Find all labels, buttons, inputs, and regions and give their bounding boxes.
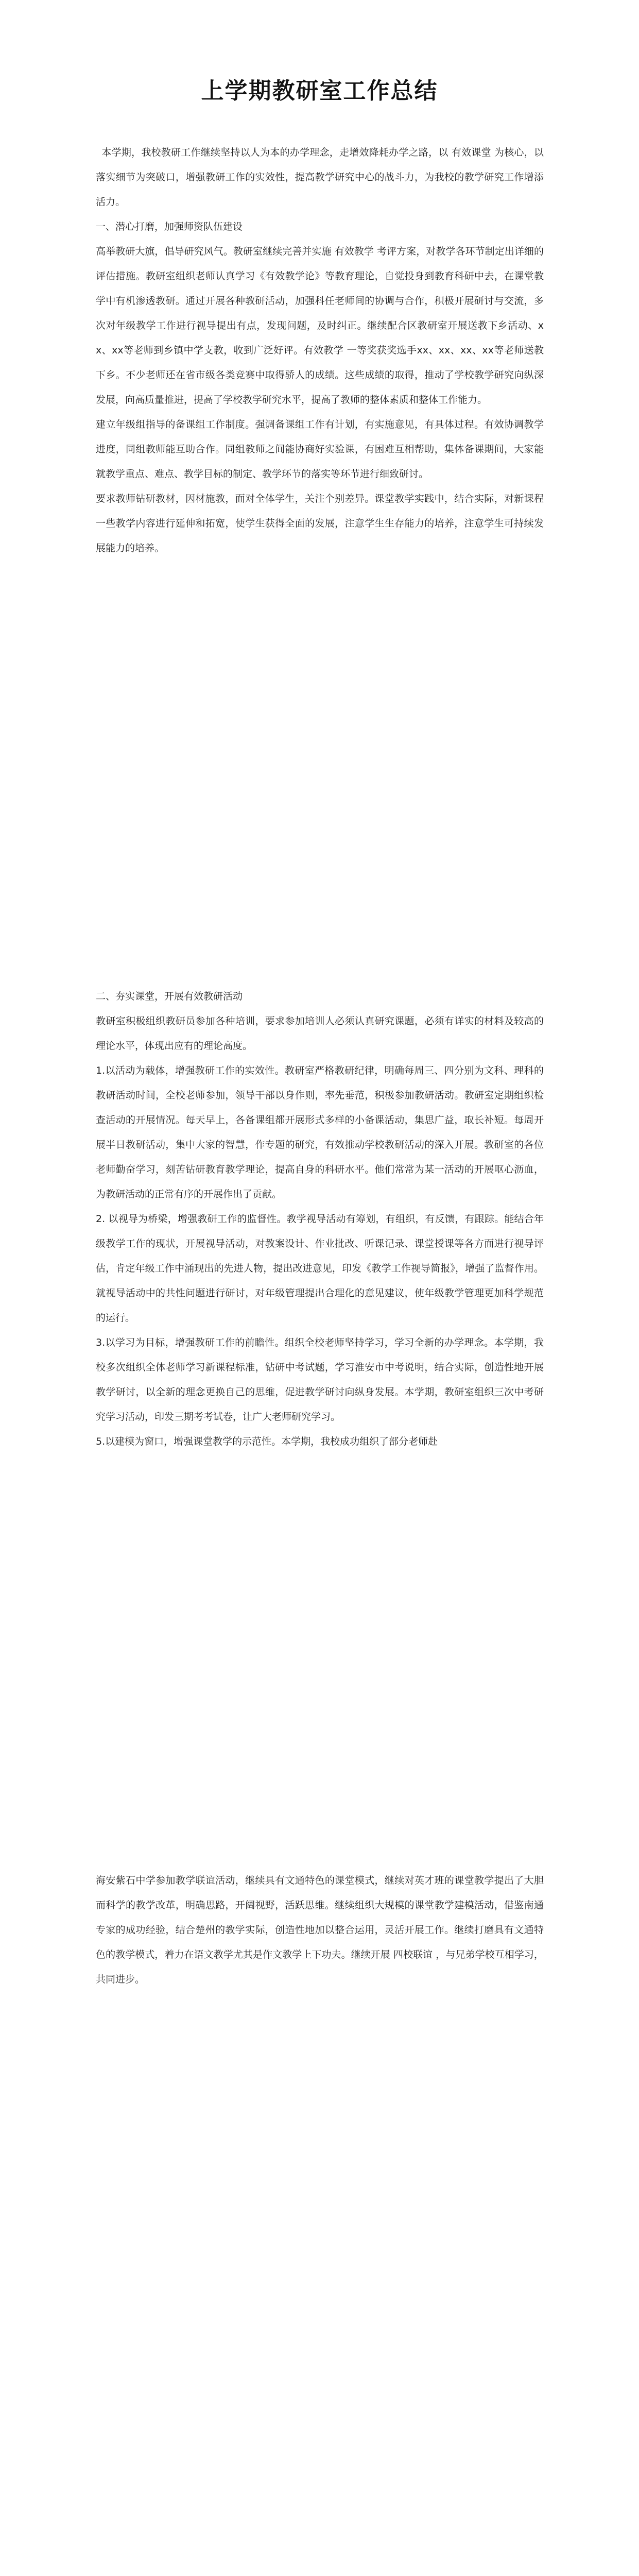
section-2-paragraph-5-continued: 海安紫石中学参加教学联谊活动，继续具有文通特色的课堂模式，继续对英才班的课堂教学提出了大胆而科学的教学改革，明确思路，开阔视野，活跃思维。继续组织大规模的课堂教学建模活动，借鉴南通专家的成功经验，结合楚州的教学实际，创造性地加以整合运用，灵活开展工作。继续打磨具有文通特色的教学模式，着力在语文教学尤其是作文教学上下功夫。继续开展 四校联谊 ，与兄弟学校互相学习，共同进步。 (96, 1875, 544, 1985)
document-title: 上学期教研室工作总结 (201, 78, 438, 104)
section-2-paragraph-1: 教研室积极组织教研员参加各种培训，要求参加培训人必须认真研究课题，必须有详实的材料及较高的理论水平，体现出应有的理论高度。 (96, 1015, 544, 1052)
document-body-part-2 (96, 984, 544, 1454)
section-2-paragraph-3: 2. 以视导为桥梁，增强教研工作的监督性。教学视导活动有筹划，有组织，有反馈，有跟踪。能结合年级教学工作的现状，开展视导活动，对教案设计、作业批改、听课记录、课堂授课等各方面进行视导评估，肯定年级工作中涌现出的先进人物，提出改进意见，印发《教学工作视导简报》，增强了监督作用。就视导活动中的共性问题进行研讨，对年级管理提出合理化的意见建议，使年级教学管理更加科学规范的运行。 (96, 1213, 544, 1324)
section-1-paragraph-3: 要求教师钻研教材，因材施教，面对全体学生，关注个别差异。课堂教学实践中，结合实际，对新课程一些教学内容进行延伸和拓宽，使学生获得全面的发展，注意学生生存能力的培养，注意学生可持续发展能力的培养。 (96, 493, 544, 554)
section-2-paragraph-5: 5.以建模为窗口，增强课堂教学的示范性。本学期，我校成功组织了部分老师赴 (96, 1436, 438, 1447)
section-1-heading: 一、潜心打磨，加强师资队伍建设 (96, 221, 243, 232)
section-2-paragraph-2: 1.以活动为载体，增强教研工作的实效性。教研室严格教研纪律，明确每周三、四分别为文科、理科的教研活动时间，全校老师参加，领导干部以身作则，率先垂范，积极参加教研活动。教研室定期组织检查活动的开展情况。每天早上，各备课组都开展形式多样的小备课活动，集思广益，取长补短。每周开展半日教研活动，集中大家的智慧，作专题的研究，有效推动学校教研活动的深入开展。教研室的各位老师勤奋学习，刻苦钻研教育教学理论，提高自身的科研水平。他们常常为某一活动的开展呕心沥血，为教研活动的正常有序的开展作出了贡献。 (96, 1065, 544, 1200)
section-2-heading: 二、夯实课堂，开展有效教研活动 (96, 991, 243, 1002)
section-1-paragraph-1: 高举教研大旗，倡导研究风气。教研室继续完善并实施 有效教学 考评方案，对教学各环节制定出详细的评估措施。教研室组织老师认真学习《有效教学论》等教育理论，自觉投身到教育科研中去，在课堂教学中有机渗透教研。通过开展各种教研活动，加强科任老师间的协调与合作，积极开展研讨与交流，多次对年级教学工作进行视导提出有点，发现问题，及时纠正。继续配合区教研室开展送教下乡活动、xx、xx等老师到乡镇中学支教，收到广泛好评。有效教学 一等奖获奖选手xx、xx、xx、xx等老师送教下乡。不少老师还在省市级各类竞赛中取得骄人的成绩。这些成绩的取得，推动了学校教学研究向纵深发展，向高质量推进，提高了学校教学研究水平，提高了教师的整体素质和整体工作能力。 (96, 246, 544, 405)
intro-paragraph: 本学期，我校教研工作继续坚持以人为本的办学理念，走增效降耗办学之路，以 有效课堂 为核心，以落实细节为突破口，增强教研工作的实效性，提高教学研究中心的战斗力，为我校的教学研究工作增添活力。 (96, 147, 544, 208)
section-2-paragraph-4: 3.以学习为目标，增强教研工作的前瞻性。组织全校老师坚持学习，学习全新的办学理念。本学期，我校多次组织全体老师学习新课程标准，钻研中考试题，学习淮安市中考说明，结合实际，创造性地开展教学研讨，以全新的理念更换自己的思维，促进教学研讨向纵身发展。本学期，教研室组织三次中考研究学习活动，印发三期考考试卷，让广大老师研究学习。 (96, 1337, 544, 1422)
section-1-paragraph-2: 建立年级组指导的备课组工作制度。强调备课组工作有计划，有实施意见，有具体过程。有效协调教学进度，同组教师能互助合作。同组教师之间能协商好实验课，有困难互相帮助，集体备课期间，大家能就教学重点、难点、教学目标的制定、教学环节的落实等环节进行细致研讨。 (96, 419, 544, 480)
document-body-part-1 (96, 140, 544, 561)
document-body-part-3 (96, 1868, 544, 1992)
